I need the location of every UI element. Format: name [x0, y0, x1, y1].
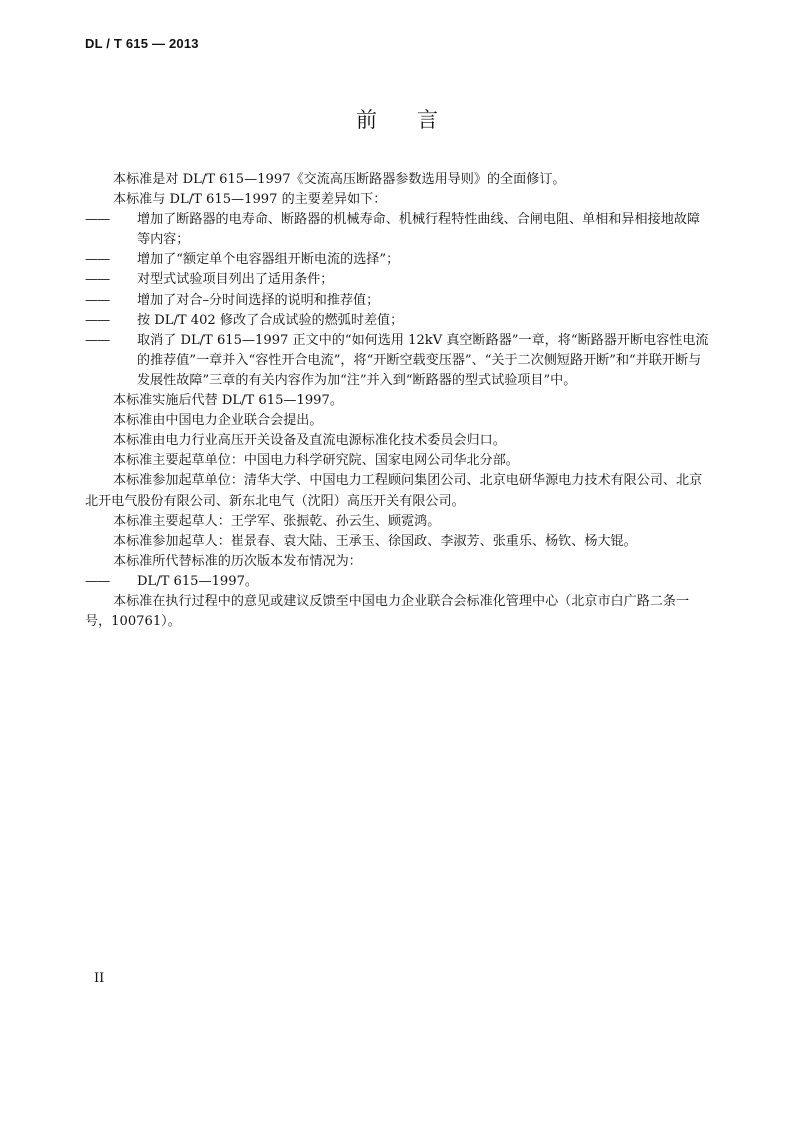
paragraph: 本标准主要起草人：王学军、张振乾、孙云生、顾霓鸿。 [113, 513, 441, 529]
dash-mark: —— [85, 292, 110, 308]
dash-mark: —— [85, 272, 110, 288]
paragraph: 本标准由电力行业高压开关设备及直流电源标准化技术委员会归口。 [113, 433, 506, 449]
dash-mark: —— [85, 332, 110, 348]
dash-item-text: 增加了断路器的电寿命、断路器的机械寿命、机械行程特性曲线、合闸电阻、单相和异相接地故障等内容； [137, 212, 701, 248]
dash-mark: —— [85, 573, 110, 589]
paragraph: 本标准参加起草单位：清华大学、中国电力工程顾问集团公司、北京电研华源电力技术有限公司、北京北开电气股份有限公司、新东北电气（沈阳）高压开关有限公司。 [85, 473, 703, 509]
title-char-2: 言 [417, 108, 438, 132]
section-title [0, 104, 794, 134]
paragraph: 本标准主要起草单位：中国电力科学研究院、国家电网公司华北分部。 [113, 453, 519, 469]
dash-list-item [85, 311, 713, 331]
dash-list-item [85, 331, 713, 391]
title-char-1: 前 [356, 108, 377, 132]
dash-item-text: 取消了 DL/T 615—1997 正文中的“如何选用 12kV 真空断路器”一章，将“断路器开断电容性电流的推荐值”一章并入“容性开合电流”，将“开断空载变压器”、“关于二次侧短路开断”和“并联开断与发展性故障”三章的有关内容作为加“注”并入到“断路器的型式试验项目”中。 [137, 332, 709, 388]
dash-item-text: 按 DL/T 402 修改了合成试验的燃弧时差值； [137, 312, 404, 328]
dash-item-text: DL/T 615—1997。 [137, 573, 259, 589]
paragraph: 本标准参加起草人：崔景春、袁大陆、王承玉、徐国政、李淑芳、张重乐、杨钦、杨大锟。 [113, 533, 637, 549]
dash-list-item [85, 210, 713, 250]
page-number: II [94, 971, 105, 986]
dash-item-text: 增加了“额定单个电容器组开断电流的选择”； [137, 252, 400, 268]
dash-item-text: 对型式试验项目列出了适用条件； [137, 272, 334, 288]
dash-list-item [85, 270, 713, 290]
document-code-header: DL / T 615 — 2013 [85, 36, 199, 51]
dash-list-item [85, 572, 713, 592]
dash-list-item [85, 291, 713, 311]
dash-mark: —— [85, 312, 110, 328]
dash-mark: —— [85, 212, 110, 228]
paragraph: 本标准实施后代替 DL/T 615—1997。 [113, 393, 343, 409]
dash-item-text: 增加了对合–分时间选择的说明和推荐值； [137, 292, 380, 308]
paragraph: 本标准所代替标准的历次版本发布情况为： [113, 553, 362, 569]
dash-mark: —— [85, 252, 110, 268]
foreword-body [85, 170, 713, 632]
paragraph: 本标准在执行过程中的意见或建议反馈至中国电力企业联合会标准化管理中心（北京市白广路二条一号，100761）。 [85, 593, 690, 630]
paragraph: 本标准是对 DL/T 615—1997《交流高压断路器参数选用导则》的全面修订。 [113, 172, 566, 187]
paragraph: 本标准与 DL/T 615—1997 的主要差异如下： [113, 192, 387, 208]
paragraph: 本标准由中国电力企业联合会提出。 [113, 413, 323, 429]
dash-list-item [85, 250, 713, 270]
